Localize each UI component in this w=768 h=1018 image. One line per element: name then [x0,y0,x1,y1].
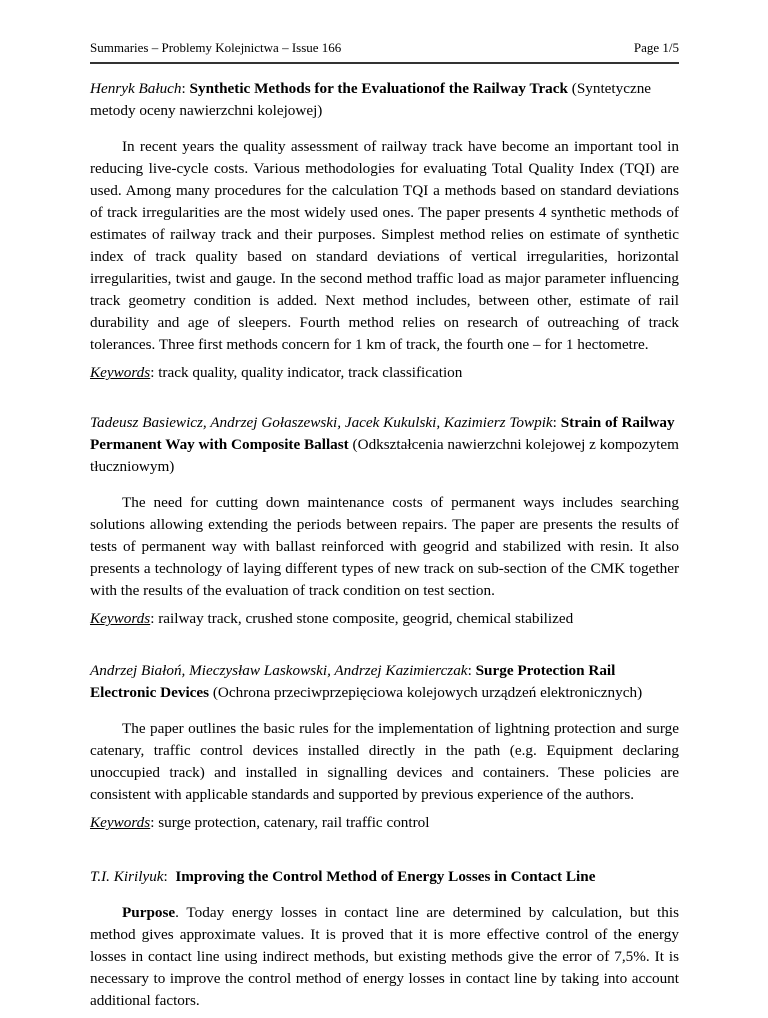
summary-entry [90,412,679,630]
entry-original-title: (Odkształcenia nawierzchni kolejowej z kompozytem tłuczniowym) [90,436,679,475]
entry-authors: T.I. Kirilyuk [90,868,164,885]
entry-original-title: (Syntetyczne metody oceny nawierzchni kolejowej) [90,80,652,119]
entry-abstract: In recent years the quality assessment of railway track have become an important tool in reducing live-cycle costs. Various methodologies for evaluating Total Quality Index (TQI) are used. Among many procedures for the calculation TQI a methods based on standard deviations of track irregularities are the most widely used ones. The paper presents 4 synthetic methods of estimates of railway track and their purposes. Simplest method relies on estimate of synthetic index of track quality based on standard deviations of vertical irregularities, horizontal irregularities, twist and gauge. In the second method traffic load as major parameter influencing track geometry condition is added. Next method includes, between other, estimate of rail durability and age of sleepers. Fourth method relies on research of outreaching of track tolerances. Three first methods concern for 1 km of track, the fourth one – for 1 hectometre. [90,138,679,353]
header-journal: Summaries – Problemy Kolejnictwa – Issue 166 [90,40,342,55]
entry-keywords [90,812,679,834]
header-rule [90,62,679,64]
entry-keywords [90,362,679,384]
purpose-text: . Today energy losses in contact line are determined by calculation, but this method gives approximate values. It is proved that it is more effective control of the energy losses in contact line using indirect methods, but existing methods give the error of 7,5%. It is necessary to improve the control method of energy losses in contact line by taking into account additional factors. [90,904,679,1009]
entry-heading: Henryk Bałuch: Synthetic Methods for the Evaluationof the Railway Track (Syntetyczne metody oceny nawierzchni kolejowej) [90,80,652,119]
summary-entry [90,660,679,834]
entry-abstract: The paper outlines the basic rules for the implementation of lightning protection and surge catenary, traffic control devices installed directly in the path (e.g. Equipment declaring unoccupied track) and installed in signalling devices and containers. These policies are consistent with applicable standards and supported by previous experience of the authors. [90,720,679,803]
keywords-text: : railway track, crushed stone composite, geogrid, chemical stabilized [150,610,574,627]
purpose-label: Purpose [122,904,176,921]
entry-authors: Henryk Bałuch [90,80,182,97]
summaries-content [90,78,679,1018]
entry-original-title: (Ochrona przeciwprzepięciowa kolejowych urządzeń elektronicznych) [212,684,643,701]
keywords-label: Keywords [90,364,151,381]
entry-authors: Tadeusz Basiewicz, Andrzej Gołaszewski, Jacek Kukulski, Kazimierz Towpik [90,414,553,431]
entry-title: Surge Protection Rail Electronic Devices [90,662,616,701]
entry-heading: Andrzej Białoń, Mieczysław Laskowski, Andrzej Kazimierczak: Surge Protection Rail Electronic Devices (Ochrona przeciwprzepięciowa kolejowych urządzeń elektronicznych) [90,662,643,701]
entry-heading: T.I. Kirilyuk: Improving the Control Method of Energy Losses in Contact Line [90,868,596,885]
summary-entry [90,866,679,1012]
keywords-label: Keywords [90,610,151,627]
keywords-label: Keywords [90,814,151,831]
summary-entry [90,78,679,384]
keywords-text: : track quality, quality indicator, track classification [150,364,463,381]
entry-abstract [90,902,679,1012]
entry-title: Improving the Control Method of Energy Losses in Contact Line [175,868,596,885]
entry-keywords [90,608,679,630]
entry-title: Synthetic Methods for the Evaluationof the Railway Track [189,80,568,97]
entry-title: Strain of Railway Permanent Way with Composite Ballast [90,414,675,453]
entry-authors: Andrzej Białoń, Mieczysław Laskowski, Andrzej Kazimierczak [90,662,468,679]
header-page-number: Page 1/5 [633,40,679,55]
entry-abstract: The need for cutting down maintenance costs of permanent ways includes searching solutions allowing extending the periods between repairs. The paper are presents the results of tests of permanent way with ballast reinforced with geogrid and stabilized with resin. It also presents a technology of laying different types of new track on sub-section of the CMK together with the results of the evaluation of track condition on test section. [90,494,679,599]
entry-heading: Tadeusz Basiewicz, Andrzej Gołaszewski, Jacek Kukulski, Kazimierz Towpik: Strain of Railway Permanent Way with Composite Ballast (Odkształcenia nawierzchni kolejowej z kompozytem tłuczniowym) [90,414,679,475]
keywords-text: : surge protection, catenary, rail traffic control [150,814,430,831]
page-header [90,40,679,60]
